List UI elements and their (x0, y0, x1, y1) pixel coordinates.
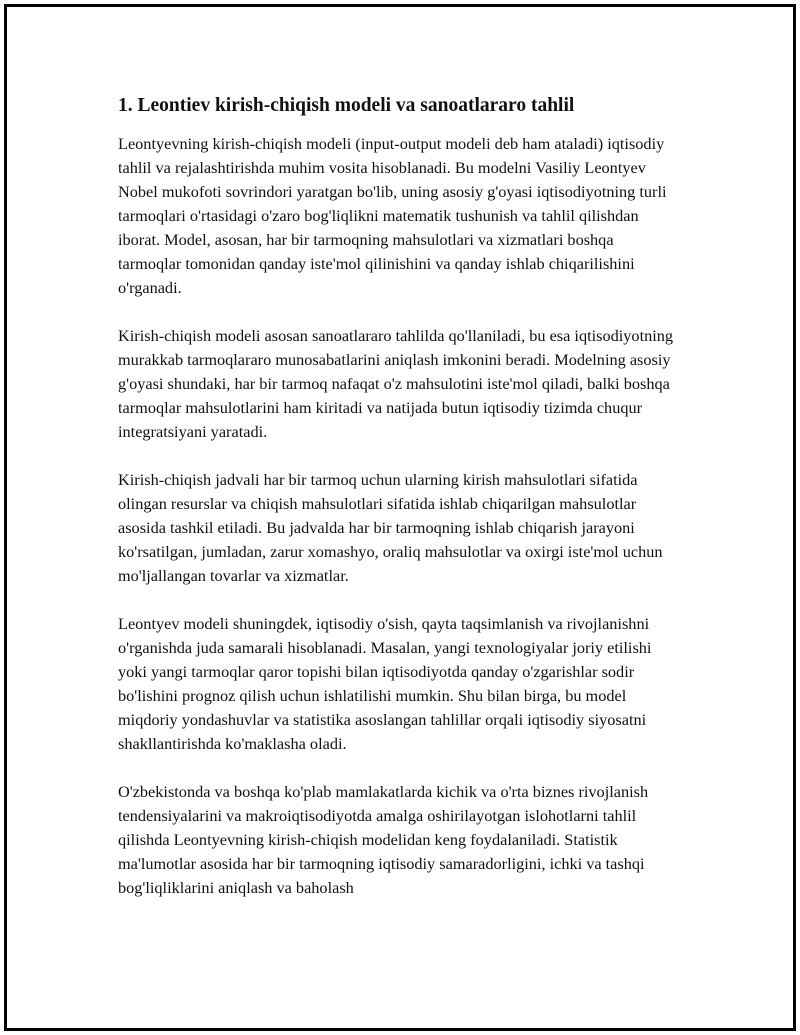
paragraph-5: O'zbekistonda va boshqa ko'plab mamlakatlarda kichik va o'rta biznes rivojlanish tendensiyalarini va makroiqtisodiyotda amalga oshirilayotgan islohotlarni tahlil qilishda Leontyevning kirish-chiqish modelidan keng foydalaniladi. Statistik ma'lumotlar asosida har bir tarmoqning iqtisodiy samaradorligini, ichki va tashqi bog'liqliklarini aniqlash va baholash (118, 782, 649, 897)
paragraph-1: Leontyevning kirish-chiqish modeli (input-output modeli deb ham ataladi) iqtisodiy tahlil va rejalashtirishda muhim vosita hisoblanadi. Bu modelni Vasiliy Leontyev Nobel mukofoti sovrindori yaratgan bo'lib, uning asosiy g'oyasi iqtisodiyotning turli tarmoqlari o'rtasidagi o'zaro bog'liqlikni matematik tushunish va tahlil qilishdan iborat. Model, asosan, har bir tarmoqning mahsulotlari va xizmatlari boshqa tarmoqlar tomonidan qanday iste'mol qilinishini va qanday ishlab chiqarilishini o'rganadi. (118, 134, 667, 297)
paragraph-3: Kirish-chiqish jadvali har bir tarmoq uchun ularning kirish mahsulotlari sifatida olingan resurslar va chiqish mahsulotlari sifatida ishlab chiqarilgan mahsulotlar asosida tashkil etiladi. Bu jadvalda har bir tarmoqning ishlab chiqarish jarayoni ko'rsatilgan, jumladan, zarur xomashyo, oraliq mahsulotlar va oxirgi iste'mol uchun mo'ljallangan tovarlar va xizmatlar. (118, 470, 663, 585)
document-body (118, 92, 678, 924)
section-heading: 1. Leontiev kirish-chiqish modeli va sanoatlararo tahlil (118, 95, 575, 116)
paragraph-2: Kirish-chiqish modeli asosan sanoatlararo tahlilda qo'llaniladi, bu esa iqtisodiyotning murakkab tarmoqlararo munosabatlarini aniqlash imkonini beradi. Modelning asosiy g'oyasi shundaki, har bir tarmoq nafaqat o'z mahsulotini iste'mol qiladi, balki boshqa tarmoqlar mahsulotlarini ham kiritadi va natijada butun iqtisodiy tizimda chuqur integratsiyani yaratadi. (118, 326, 674, 441)
paragraph-4: Leontyev modeli shuningdek, iqtisodiy o'sish, qayta taqsimlanish va rivojlanishni o'rganishda juda samarali hisoblanadi. Masalan, yangi texnologiyalar joriy etilishi yoki yangi tarmoqlar qaror topishi bilan iqtisodiyotda qanday o'zgarishlar sodir bo'lishini prognoz qilish uchun ishlatilishi mumkin. Shu bilan birga, bu model miqdoriy yondashuvlar va statistika asoslangan tahlillar orqali iqtisodiy siyosatni shakllantirishda ko'maklasha oladi. (118, 614, 652, 753)
